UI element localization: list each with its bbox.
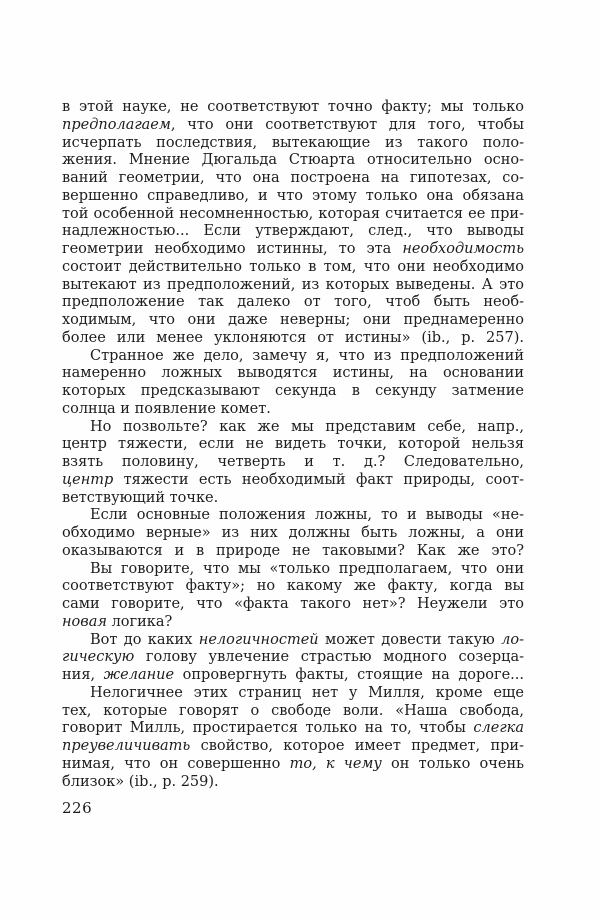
- text-segment: тех, которые говорят о свободе воли. «Наша свобода,: [62, 702, 524, 719]
- text-line: [62, 454, 524, 472]
- italic-text-segment: необходимость: [402, 241, 524, 257]
- text-segment: которых предсказывают секунда в секунду затмение: [62, 383, 524, 399]
- italic-text-segment: нелогичностей: [198, 631, 319, 648]
- text-line: [62, 667, 524, 685]
- text-segment: ходимым, что они даже неверны; они преднамеренно: [62, 312, 524, 328]
- text-line: [62, 152, 524, 170]
- text-segment: надлежностью... Если утверждают, след., что выводы: [62, 223, 524, 240]
- page-text-column: [62, 99, 524, 791]
- text-segment: вытекают из предположений, из которых выведены. А это: [62, 276, 524, 293]
- italic-text-segment: центр: [62, 471, 114, 488]
- text-segment: Нелогичнее этих страниц нет у Милля, кроме еще: [90, 684, 524, 701]
- italic-text-segment: слегка: [473, 720, 524, 737]
- text-segment: соответствуют факту»; но какому же факту, когда вы: [62, 578, 524, 595]
- text-segment: может довести такую: [318, 631, 502, 648]
- italic-text-segment: преувеличивать: [62, 738, 191, 754]
- text-line: [62, 223, 524, 241]
- text-line: [62, 632, 524, 650]
- text-line: [62, 720, 524, 738]
- text-line: [62, 401, 524, 419]
- text-segment: в этой науке, не соответствуют точно факту; мы только: [62, 99, 524, 115]
- text-line: [62, 117, 524, 135]
- text-segment: ваний геометрии, что она построена на гипотезах, со-: [62, 170, 524, 186]
- text-line: [62, 774, 524, 792]
- text-segment: , что они соответствуют для того, чтобы: [170, 116, 524, 133]
- text-segment: Вы говорите, что мы «только предполагаем, что они: [90, 560, 524, 577]
- text-line: [62, 188, 524, 206]
- text-segment: логика?: [106, 613, 173, 630]
- text-segment: обходимо верные» из них должны быть ложны, а они: [62, 525, 524, 541]
- text-line: [62, 738, 524, 756]
- text-segment: ния,: [62, 667, 104, 683]
- text-segment: Странное же дело, замечу я, что из предположений: [90, 347, 524, 364]
- italic-text-segment: новая: [62, 613, 107, 630]
- text-line: [62, 472, 524, 490]
- text-segment: тяжести есть необходимый факт природы, соот-: [113, 471, 524, 488]
- text-segment: Если основные положения ложны, то и выводы «не-: [90, 507, 524, 524]
- text-segment: близок» (ib., p. 259).: [62, 773, 219, 790]
- text-segment: солнца и появление комет.: [62, 400, 271, 417]
- text-line: [62, 99, 524, 117]
- text-segment: Но позвольте? как же мы представим себе, напр.,: [90, 418, 524, 435]
- text-line: [62, 312, 524, 330]
- text-segment: свойство, которое имеет предмет, при-: [190, 738, 524, 754]
- text-line: [62, 561, 524, 579]
- italic-text-segment: предполагаем: [62, 116, 171, 133]
- page-number: 226: [62, 799, 93, 817]
- text-line: [62, 703, 524, 721]
- text-segment: намеренно ложных выводятся истины, на основании: [62, 365, 524, 382]
- text-segment: жения. Мнение Дюгальда Стюарта относительно осно-: [62, 152, 524, 169]
- text-line: [62, 649, 524, 667]
- text-segment: нимая, что он совершенно: [62, 755, 290, 772]
- text-segment: геометрии необходимо истинны, то эта: [62, 241, 403, 257]
- text-line: [62, 365, 524, 383]
- text-segment: той особенной несомненностью, которая считается ее при-: [62, 205, 524, 222]
- text-segment: сами говорите, что «факта такого нет»? Неужели это: [62, 596, 524, 612]
- text-segment: ветствующий точке.: [62, 489, 219, 506]
- text-line: [62, 543, 524, 561]
- italic-text-segment: гическую: [62, 649, 135, 666]
- text-segment: оказываются и в природе не таковыми? Как же это?: [62, 542, 524, 559]
- text-line: [62, 241, 524, 259]
- text-segment: Вот до каких: [90, 631, 199, 648]
- text-line: [62, 348, 524, 366]
- text-line: [62, 614, 524, 632]
- text-line: [62, 578, 524, 596]
- text-segment: голову увлечение страстью модного созерца-: [134, 649, 524, 666]
- text-line: [62, 419, 524, 437]
- text-line: [62, 490, 524, 508]
- text-segment: опровергнуть факты, стоящие на дороге...: [174, 667, 524, 683]
- italic-text-segment: ло-: [501, 631, 524, 648]
- text-line: [62, 294, 524, 312]
- text-line: [62, 685, 524, 703]
- text-segment: более или менее уклоняются от истины» (ib., p. 257).: [62, 329, 524, 346]
- italic-text-segment: то, к чему: [289, 755, 382, 772]
- text-segment: говорит Милль, простирается только на то, чтобы: [62, 720, 474, 737]
- text-segment: он только очень: [381, 755, 524, 772]
- text-line: [62, 525, 524, 543]
- text-segment: исчерпать последствия, вытекающие из такого поло-: [62, 134, 524, 151]
- text-line: [62, 206, 524, 224]
- text-line: [62, 756, 524, 774]
- text-line: [62, 330, 524, 348]
- text-line: [62, 135, 524, 153]
- text-segment: вершенно справедливо, и что этому только она обязана: [62, 187, 524, 204]
- text-line: [62, 383, 524, 401]
- text-line: [62, 170, 524, 188]
- text-segment: состоит действительно только в том, что они необходимо: [62, 258, 524, 275]
- text-segment: взять половину, четверть и т. д.? Следовательно,: [62, 454, 524, 470]
- text-line: [62, 259, 524, 277]
- text-segment: центр тяжести, если не видеть точки, которой нельзя: [62, 436, 524, 453]
- text-line: [62, 436, 524, 454]
- text-segment: предположение так далеко от того, чтоб быть необ-: [62, 294, 524, 311]
- italic-text-segment: желание: [103, 667, 175, 683]
- text-line: [62, 277, 524, 295]
- text-line: [62, 596, 524, 614]
- text-line: [62, 507, 524, 525]
